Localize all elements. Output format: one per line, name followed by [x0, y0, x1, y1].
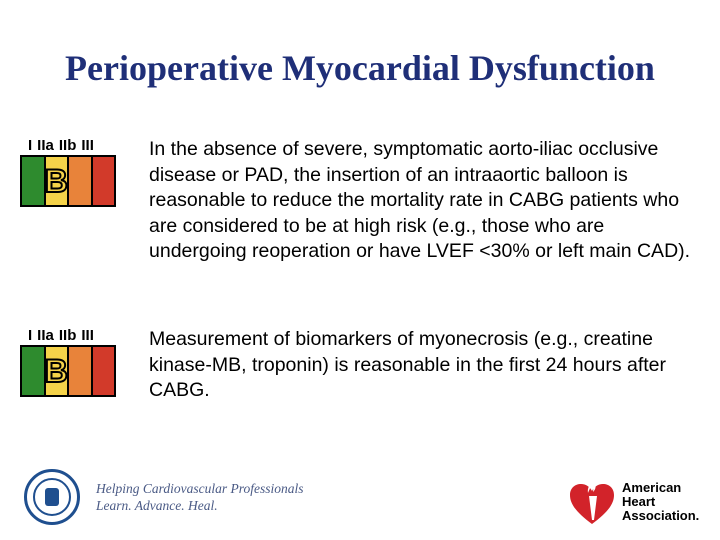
aha-logo [566, 474, 699, 530]
class-iia-segment [46, 347, 70, 395]
class-header [28, 327, 99, 345]
aha-line2: Heart [622, 494, 656, 509]
class-of-recommendation-bar [20, 155, 116, 207]
acc-tagline-line1: Helping Cardiovascular Professionals [96, 481, 304, 496]
aha-line3: Association. [622, 508, 700, 523]
recommendation-text: In the absence of severe, symptomatic aorto-iliac occlusive disease or PAD, the insertion of an intraaortic balloon is reasonable to reduce the mortality rate in CABG patients who are considered to be at high risk (e.g., those who are undergoing reoperation or have LVEF <30% or left main CAD). [149, 138, 691, 262]
aha-line1: American [622, 480, 682, 495]
slide-title: Perioperative Myocardial Dysfunction [65, 48, 655, 88]
level-of-evidence: B [44, 163, 68, 199]
class-i-label: I [28, 327, 33, 344]
class-iib-segment [69, 157, 93, 205]
class-iia-segment [46, 157, 70, 205]
class-iii-segment [93, 347, 115, 395]
class-iii-label: III [81, 327, 94, 344]
class-i-segment [22, 157, 46, 205]
class-iib-label: IIb [58, 137, 77, 154]
heart-torch-icon [566, 476, 618, 528]
class-iib-label: IIb [58, 327, 77, 344]
acc-tagline-line2: Learn. Advance. Heal. [96, 498, 218, 513]
class-iii-label: III [81, 137, 94, 154]
class-iia-label: IIa [37, 327, 54, 344]
acc-footer [24, 468, 304, 526]
class-header [28, 137, 99, 155]
aha-wordmark [622, 481, 699, 523]
acc-seal-logo [24, 469, 80, 525]
class-i-segment [22, 347, 46, 395]
recommendation-text: Measurement of biomarkers of myonecrosis (e.g., creatine kinase-MB, troponin) is reasonable in the first 24 hours after CABG. [149, 328, 667, 401]
class-i-label: I [28, 137, 33, 154]
class-iib-segment [69, 347, 93, 395]
acc-tagline [96, 480, 304, 514]
level-of-evidence: B [44, 353, 68, 389]
class-of-recommendation-bar [20, 345, 116, 397]
class-iia-label: IIa [37, 137, 54, 154]
class-iii-segment [93, 157, 115, 205]
